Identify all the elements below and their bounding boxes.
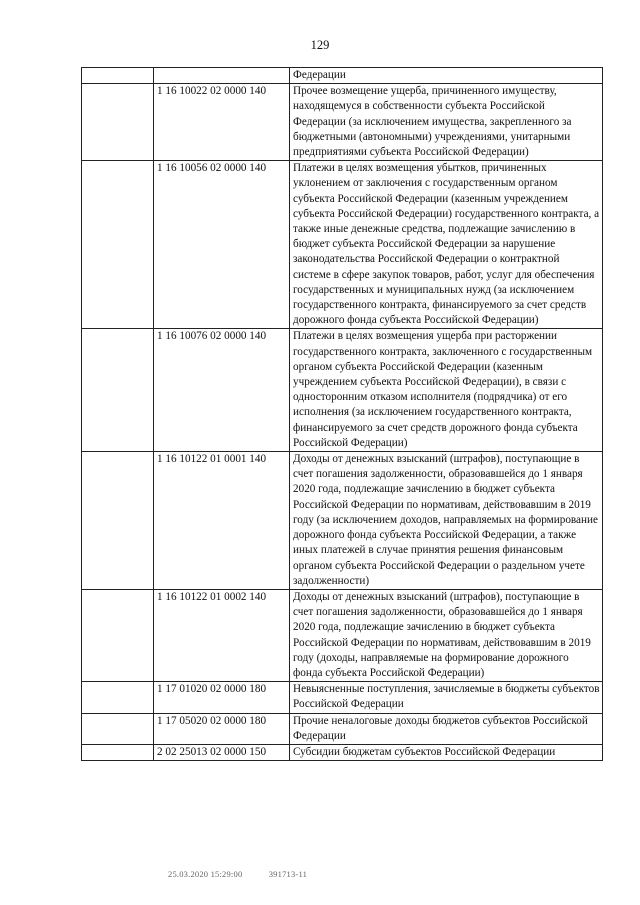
document-footer: [168, 869, 331, 879]
budget-classification-table: [81, 67, 603, 761]
admin-code-cell: [82, 84, 154, 161]
budget-code-cell: [154, 68, 290, 84]
table-row: [82, 161, 603, 329]
description-cell: Платежи в целях возмещения убытков, причиненных уклонением от заключения с государственным органом субъекта Российской Федерации (казенным учреждением субъекта Российской Федерации) государственного контракта, а также иные денежные средства, подлежащие зачислению в бюджет субъекта Российской Федерации за нарушение законодательства Российской Федерации о контрактной системе в сфере закупок товаров, работ, услуг для обеспечения государственных и муниципальных нужд (за исключением государственного контракта, финансируемого за счет средств дорожного фонда субъекта Российской Федерации): [290, 161, 603, 329]
table-row: [82, 589, 603, 681]
budget-code-cell: 1 16 10022 02 0000 140: [154, 84, 290, 161]
table-body: [82, 68, 603, 761]
budget-code-cell: 1 17 01020 02 0000 180: [154, 682, 290, 713]
description-cell: Субсидии бюджетам субъектов Российской Федерации: [290, 744, 603, 760]
admin-code-cell: [82, 589, 154, 681]
table-row: [82, 713, 603, 744]
table-row: [82, 744, 603, 760]
budget-code-cell: 1 16 10122 01 0002 140: [154, 589, 290, 681]
budget-code-cell: 2 02 25013 02 0000 150: [154, 744, 290, 760]
table-row: [82, 84, 603, 161]
admin-code-cell: [82, 68, 154, 84]
budget-code-cell: 1 16 10076 02 0000 140: [154, 329, 290, 452]
budget-code-cell: 1 16 10056 02 0000 140: [154, 161, 290, 329]
description-cell: Прочее возмещение ущерба, причиненного имуществу, находящемуся в собственности субъекта Российской Федерации (за исключением имущества, закрепленного за бюджетными (автономными) учреждениями, унитарными предприятиями субъекта Российской Федерации): [290, 84, 603, 161]
table-row: [82, 682, 603, 713]
description-cell: Платежи в целях возмещения ущерба при расторжении государственного контракта, заключенного с государственным органом субъекта Российской Федерации (казенным учреждением субъекта Российской Федерации), в связи с односторонним отказом исполнителя (подрядчика) от его исполнения (за исключением государственного контракта, финансируемого за счет средств дорожного фонда субъекта Российской Федерации): [290, 329, 603, 452]
budget-code-cell: 1 17 05020 02 0000 180: [154, 713, 290, 744]
admin-code-cell: [82, 161, 154, 329]
footer-doc-id: 391713-11: [268, 869, 308, 879]
admin-code-cell: [82, 713, 154, 744]
admin-code-cell: [82, 329, 154, 452]
description-cell: Прочие неналоговые доходы бюджетов субъектов Российской Федерации: [290, 713, 603, 744]
description-cell: Доходы от денежных взысканий (штрафов), поступающие в счет погашения задолженности, образовавшейся до 1 января 2020 года, подлежащие зачислению в бюджет субъекта Российской Федерации по нормативам, действовавшим в 2019 году (за исключением доходов, направляемых на формирование дорожного фонда субъекта Российской Федерации, а также иных платежей в случае принятия решения финансовым органом субъекта Российской Федерации о раздельном учете задолженности): [290, 452, 603, 590]
table-row: [82, 329, 603, 452]
description-cell: Федерации: [290, 68, 603, 84]
footer-datetime: 25.03.2020 15:29:00: [168, 869, 243, 879]
table-row: [82, 452, 603, 590]
admin-code-cell: [82, 452, 154, 590]
admin-code-cell: [82, 744, 154, 760]
budget-code-cell: 1 16 10122 01 0001 140: [154, 452, 290, 590]
description-cell: Невыясненные поступления, зачисляемые в бюджеты субъектов Российской Федерации: [290, 682, 603, 713]
page-number: 129: [310, 38, 330, 52]
admin-code-cell: [82, 682, 154, 713]
table-row: [82, 68, 603, 84]
description-cell: Доходы от денежных взысканий (штрафов), поступающие в счет погашения задолженности, образовавшейся до 1 января 2020 года, подлежащие зачислению в бюджет субъекта Российской Федерации по нормативам, действовавшим в 2019 году (доходы, направляемые на формирование дорожного фонда субъекта Российской Федерации): [290, 589, 603, 681]
